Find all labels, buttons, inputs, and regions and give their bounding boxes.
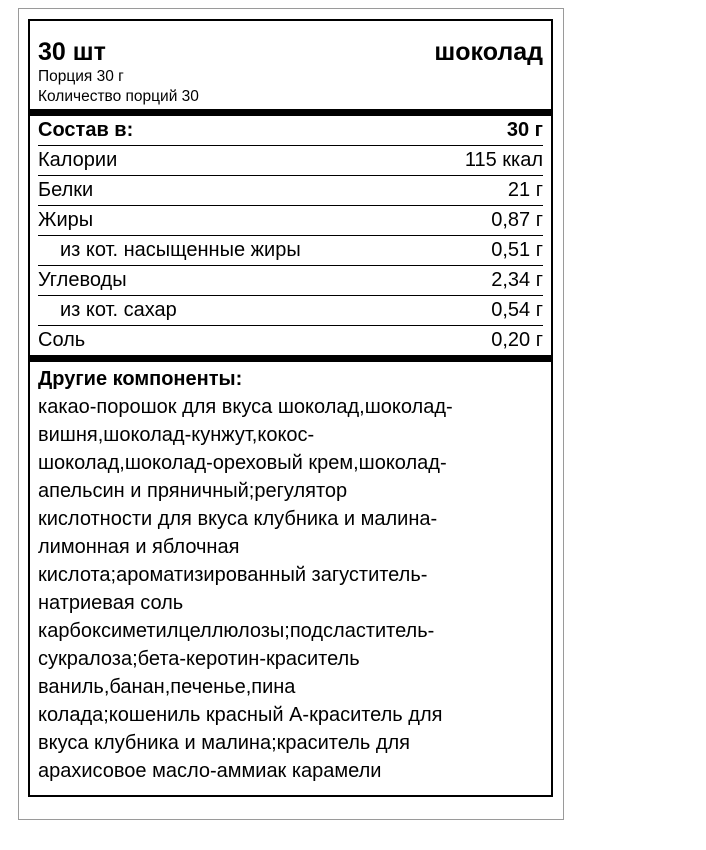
ingredients-line: лимонная и яблочная bbox=[38, 536, 240, 558]
nutrient-row-protein bbox=[38, 176, 543, 206]
composition-title: Состав в: bbox=[38, 119, 134, 141]
nutrient-value: 0,20 г bbox=[491, 329, 543, 351]
nutrient-value: 115 ккал bbox=[464, 149, 543, 171]
ingredients-line: ваниль,банан,печенье,пина bbox=[38, 676, 296, 698]
flavor-title: шоколад bbox=[434, 38, 543, 66]
ingredients-line: кислота;ароматизированный загуститель- bbox=[38, 564, 428, 586]
ingredients-line: вишня,шоколад-кунжут,кокос- bbox=[38, 424, 315, 446]
servings-count: Количество порций 30 bbox=[38, 88, 199, 105]
count-title: 30 шт bbox=[38, 38, 106, 66]
ingredients-line: вкуса клубника и малина;краситель для bbox=[38, 732, 411, 754]
nutrient-value: 21 г bbox=[507, 179, 543, 201]
ingredients-line: карбоксиметилцеллюлозы;подсластитель- bbox=[38, 620, 435, 642]
other-components-title: Другие компоненты: bbox=[38, 368, 243, 390]
ingredients-line: апельсин и пряничный;регулятор bbox=[38, 480, 348, 502]
nutrient-name: из кот. насыщенные жиры bbox=[60, 239, 301, 261]
nutrient-name: Соль bbox=[38, 329, 86, 351]
nutrient-name: из кот. сахар bbox=[60, 299, 177, 321]
ingredients-line: натриевая соль bbox=[38, 592, 184, 614]
nutrient-row-salt bbox=[38, 326, 543, 355]
thick-divider bbox=[30, 355, 551, 362]
ingredients-line: кислотности для вкуса клубника и малина- bbox=[38, 508, 438, 530]
nutrient-name: Углеводы bbox=[38, 269, 127, 291]
thick-divider bbox=[30, 109, 551, 116]
ingredients-line: шоколад,шоколад-ореховый крем,шоколад- bbox=[38, 452, 447, 474]
other-components-text bbox=[38, 393, 543, 785]
nutrient-value: 2,34 г bbox=[491, 269, 543, 291]
nutrition-label bbox=[28, 19, 553, 797]
composition-amount: 30 г bbox=[506, 119, 543, 141]
composition-header-row bbox=[38, 116, 543, 146]
nutrient-row-calories bbox=[38, 146, 543, 176]
nutrient-row-saturated-fat bbox=[38, 236, 543, 266]
ingredients-line: какао-порошок для вкуса шоколад,шоколад- bbox=[38, 396, 453, 418]
label-header bbox=[38, 21, 543, 67]
nutrient-value: 0,54 г bbox=[491, 299, 543, 321]
nutrient-row-carbs bbox=[38, 266, 543, 296]
ingredients-line: сукралоза;бета-керотин-краситель bbox=[38, 648, 360, 670]
nutrient-value: 0,87 г bbox=[491, 209, 543, 231]
nutrient-name: Жиры bbox=[38, 209, 94, 231]
nutrient-name: Белки bbox=[38, 179, 94, 201]
nutrient-value: 0,51 г bbox=[491, 239, 543, 261]
nutrient-row-fat bbox=[38, 206, 543, 236]
ingredients-line: колада;кошениль красный А-краситель для bbox=[38, 704, 443, 726]
ingredients-line: арахисовое масло-аммиак карамели bbox=[38, 760, 382, 782]
nutrient-row-sugar bbox=[38, 296, 543, 326]
nutrient-name: Калории bbox=[38, 149, 118, 171]
portion-size: Порция 30 г bbox=[38, 68, 124, 85]
